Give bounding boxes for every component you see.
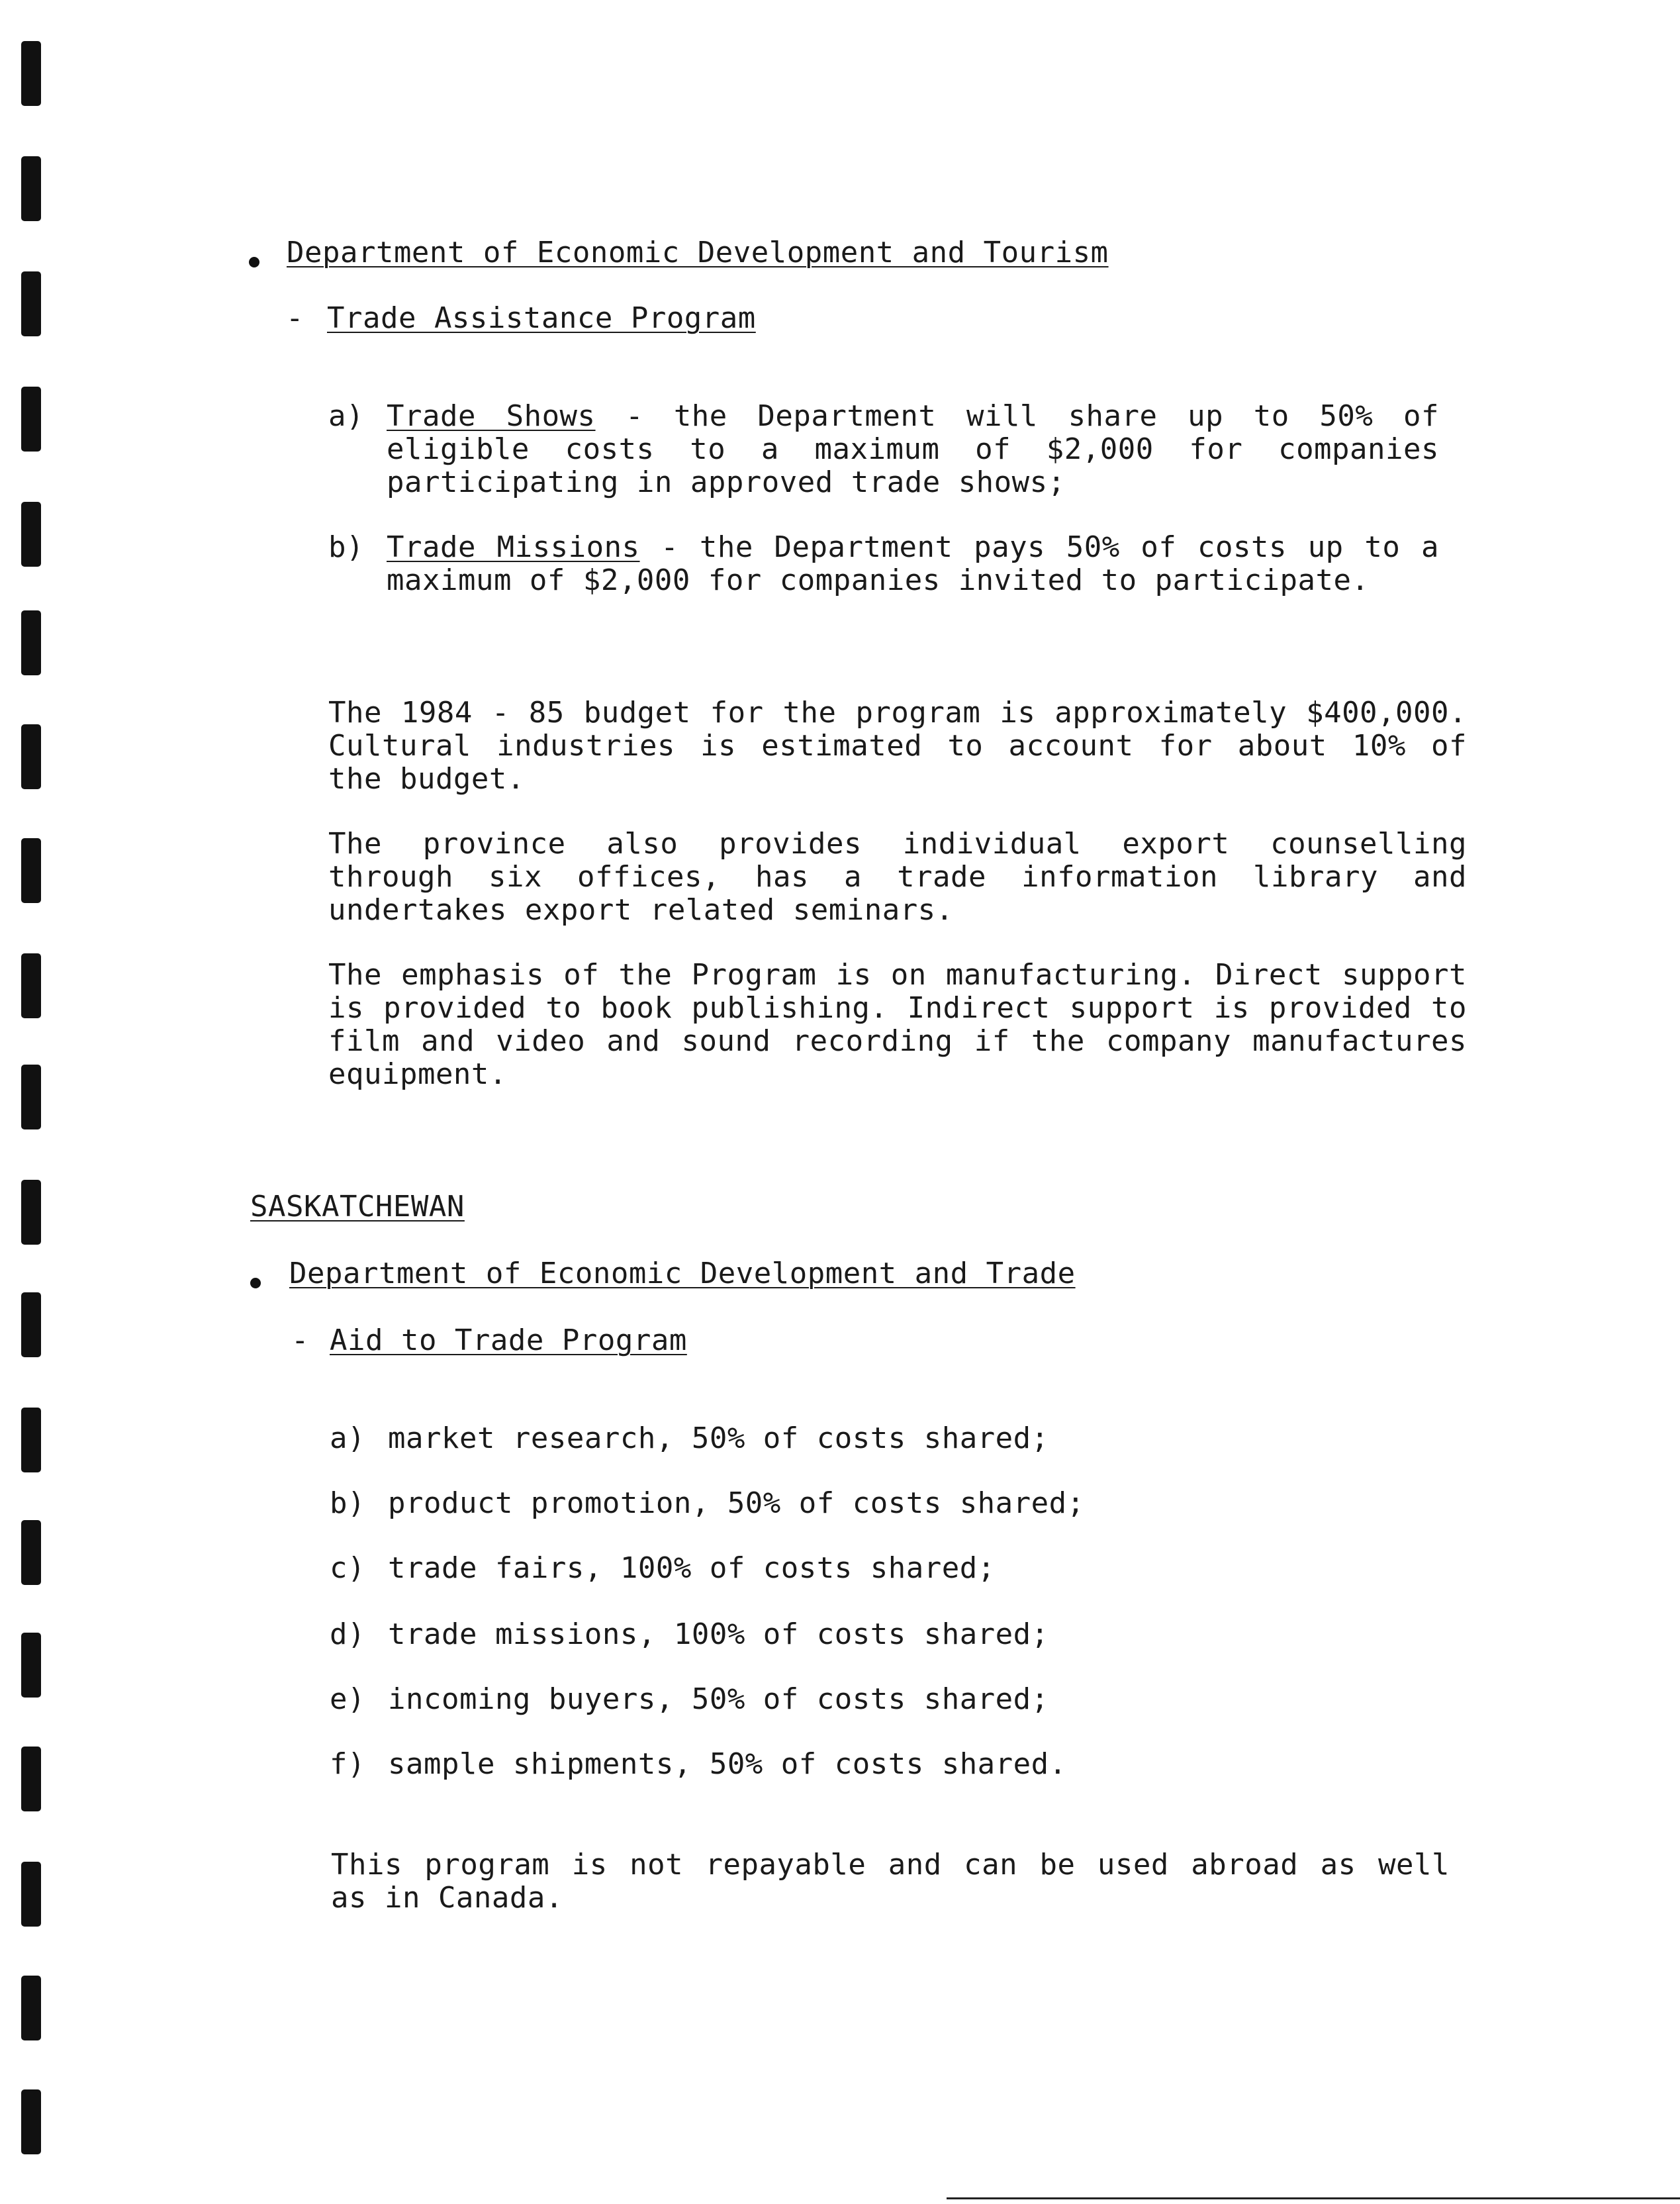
binding-hole	[21, 2089, 41, 2154]
paragraph: The province also provides individual export counselling through six offices, has a trade information library and undertakes export related seminars.	[328, 827, 1467, 927]
binding-hole	[21, 1747, 41, 1811]
binding-hole	[21, 724, 41, 789]
binding-hole	[21, 838, 41, 903]
binding-hole	[21, 1408, 41, 1472]
binding-hole	[21, 1633, 41, 1698]
item-label: d)	[330, 1617, 365, 1651]
binding-hole	[21, 1520, 41, 1585]
item-text: sample shipments, 50% of costs shared.	[388, 1747, 1067, 1781]
item-title: Trade Shows	[387, 399, 596, 433]
paragraph: The emphasis of the Program is on manufacturing. Direct support is provided to book publishing. Indirect support is provided to film and video and sound recording if the company manufactures equipment.	[328, 958, 1467, 1091]
binding-hole	[21, 1976, 41, 2040]
program-subheading: Trade Assistance Program	[327, 301, 756, 335]
dash: -	[291, 1323, 309, 1357]
binding-hole	[21, 387, 41, 452]
item-label: a)	[330, 1421, 365, 1455]
item-title: Trade Missions	[387, 530, 640, 564]
binding-hole	[21, 1180, 41, 1245]
bullet-icon	[249, 257, 259, 267]
closing-paragraph: This program is not repayable and can be used abroad as well as in Canada.	[331, 1848, 1450, 1915]
binding-hole	[21, 156, 41, 221]
section-heading: Department of Economic Development and Tourism	[287, 236, 1109, 269]
item-label: b)	[330, 1486, 365, 1520]
section-heading: Department of Economic Development and Trade	[289, 1257, 1076, 1290]
binding-hole	[21, 610, 41, 675]
item-text: market research, 50% of costs shared;	[388, 1421, 1049, 1455]
item-text: - the Department pays 50% of costs up to a maximum of $2,000 for companies invited to participate.	[387, 530, 1439, 597]
item-body	[387, 400, 1439, 499]
bottom-rule	[947, 2197, 1680, 2199]
program-subheading: Aid to Trade Program	[330, 1323, 687, 1357]
binding-hole	[21, 1862, 41, 1927]
dash: -	[286, 301, 304, 335]
binding-hole	[21, 1292, 41, 1357]
paragraph: The 1984 - 85 budget for the program is approximately $400,000. Cultural industries is estimated to account for about 10% of the budget.	[328, 696, 1467, 796]
item-body	[387, 531, 1439, 597]
item-text: incoming buyers, 50% of costs shared;	[388, 1682, 1049, 1716]
province-heading: SASKATCHEWAN	[250, 1190, 465, 1223]
item-label: c)	[330, 1551, 365, 1585]
item-label: a)	[328, 399, 364, 433]
binding-hole	[21, 41, 41, 106]
binding-hole	[21, 502, 41, 567]
item-label: e)	[330, 1682, 365, 1716]
item-label: b)	[328, 530, 364, 564]
bullet-icon	[250, 1278, 261, 1288]
item-text: trade missions, 100% of costs shared;	[388, 1617, 1049, 1651]
binding-hole	[21, 1065, 41, 1129]
binding-hole	[21, 271, 41, 336]
item-text: product promotion, 50% of costs shared;	[388, 1486, 1085, 1520]
item-text: - the Department will share up to 50% of eligible costs to a maximum of $2,000 for companies participating in approved trade shows;	[387, 399, 1439, 499]
item-text: trade fairs, 100% of costs shared;	[388, 1551, 996, 1585]
item-label: f)	[330, 1747, 365, 1781]
binding-hole	[21, 953, 41, 1018]
